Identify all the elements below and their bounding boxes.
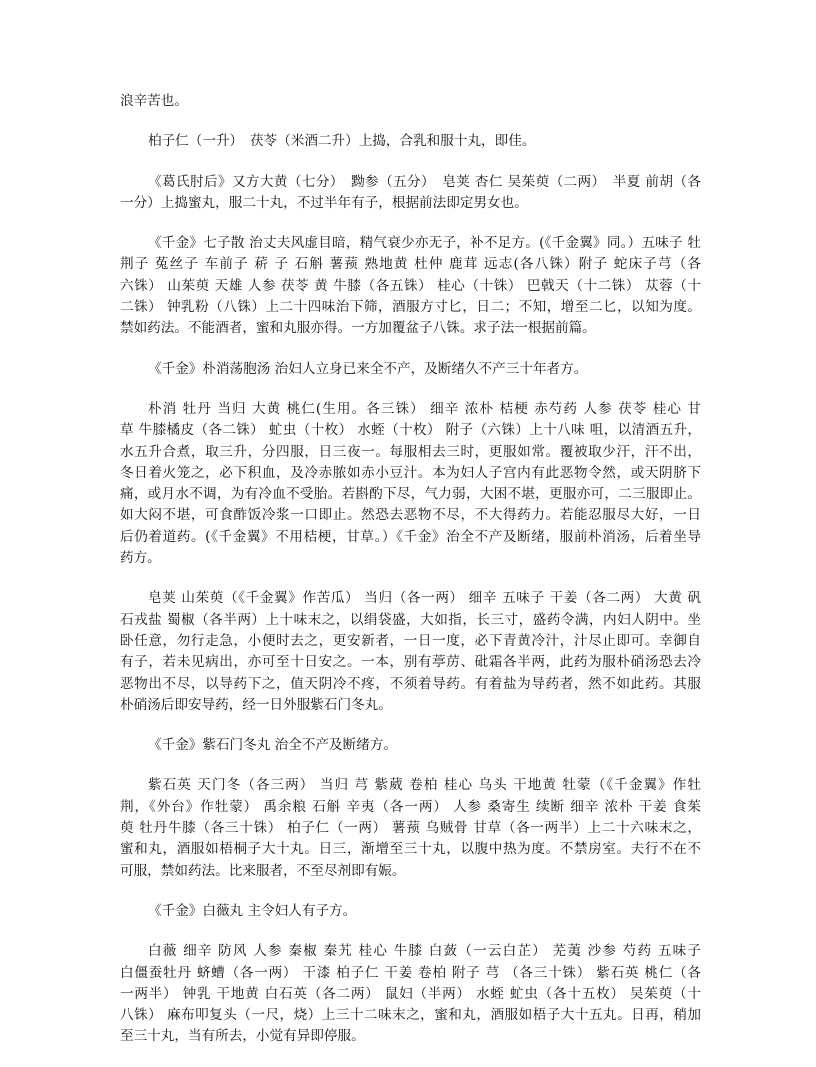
text-line: 《葛氏肘后》又方大黄（七分） 黝参（五分） 皂荚 杏仁 吴茱萸（二两） 半夏 前胡（各 bbox=[148, 173, 701, 190]
text-line: 有子，若未见病出，亦可至十日安之。一本，别有葶苈、砒霜各半两，此药为服朴硝汤恐去冷 bbox=[120, 654, 701, 671]
text-line: 朴硝汤后即安导药，经一日外服紫石门冬丸。 bbox=[120, 696, 392, 713]
paragraph bbox=[120, 775, 701, 881]
text-line: 一两半） 钟乳 干地黄 白石英（各二两） 鼠妇（半两） 水蛭 虻虫（各十五枚） 吴茱萸（十 bbox=[120, 985, 701, 1002]
text-line: 冬日着火笼之，必下积血，及冷赤脓如赤小豆汁。本为妇人子宫内有此恶物令然，或天阴脐下 bbox=[120, 464, 701, 481]
paragraph bbox=[120, 131, 701, 152]
text-line: 至三十丸，当有所去，小觉有异即停服。 bbox=[120, 1028, 365, 1045]
paragraph bbox=[120, 91, 701, 112]
text-line: 白薇 细辛 防风 人参 秦椒 秦艽 桂心 牛膝 白蔹（一云白芷） 芜荑 沙参 芍药 五味子 bbox=[148, 943, 701, 960]
text-line: 荆子 菟丝子 车前子 菥 子 石斛 薯蓣 熟地黄 杜仲 鹿茸 远志(各八铢）附子 蛇床子芎（各 bbox=[120, 256, 701, 273]
text-line: 白僵蚕牡丹 蛴螬（各一两） 干漆 柏子仁 干姜 卷柏 附子 芎 （各三十铢） 紫石英 桃仁（各 bbox=[120, 964, 701, 981]
text-line: 可服，禁如药法。比来服者，不至尽剂即有娠。 bbox=[120, 862, 406, 879]
paragraph bbox=[120, 233, 701, 339]
paragraph bbox=[120, 588, 701, 716]
paragraph bbox=[120, 399, 701, 569]
text-line: 皂荚 山茱萸（《千金翼》作苦瓜） 当归（各一两） 细辛 五味子 干姜（各二两） 大黄 矾 bbox=[148, 590, 701, 607]
text-line: 恶物出不尽，以导药下之，值天阴冷不疼，不须着导药。有着盐为导药者，然不如此药。其服 bbox=[120, 675, 701, 692]
text-line: 《千金》白薇丸 主令妇人有子方。 bbox=[148, 902, 357, 919]
text-line: 一分）上捣蜜丸，服二十丸，不过半年有子，根据前法即定男女也。 bbox=[120, 194, 528, 211]
text-line: 蜜和丸，酒服如梧桐子大十丸。日三，渐增至三十丸，以腹中热为度。不禁房室。夫行不在不 bbox=[120, 841, 701, 858]
text-line: 紫石英 天门冬（各三两） 当归 芎 紫葳 卷柏 桂心 乌头 干地黄 牡蒙（《千金翼》作牡 bbox=[148, 777, 701, 794]
text-line: 如大闷不堪，可食酢饭冷浆一口即止。然恐去恶物不尽，不大得药力。若能忍服尽大好，一日 bbox=[120, 507, 701, 524]
text-line: 《千金》紫石门冬丸 治全不产及断绪方。 bbox=[148, 737, 398, 754]
text-line: 卧任意，勿行走急，小便时去之，更安新者，一日一度，必下青黄冷汁，汁尽止即可。幸御自 bbox=[120, 632, 701, 649]
document-page bbox=[120, 91, 701, 1067]
text-line: 萸 牡丹牛膝（各三十铢） 柏子仁（一两） 薯蓣 乌贼骨 甘草（各一两半）上二十六味末之， bbox=[120, 820, 701, 837]
text-line: 痛，或月水不调，为有冷血不受胎。若斟酌下尽，气力弱，大困不堪，更服亦可，二三服即止。 bbox=[120, 486, 701, 503]
text-line: 药方。 bbox=[120, 550, 161, 567]
text-line: 浪辛苦也。 bbox=[120, 93, 188, 109]
text-line: 草 牛膝橘皮（各二铢） 虻虫（十枚） 水蛭（十枚） 附子（六铢）上十八味 咀，以清酒五升， bbox=[120, 422, 701, 439]
text-line: 朴消 牡丹 当归 大黄 桃仁(生用。各三铢） 细辛 浓朴 桔梗 赤芍药 人参 茯苓 桂心 甘 bbox=[148, 400, 701, 417]
text-line: 八铢） 麻布叩复头（一尺，烧）上三十二味末之，蜜和丸，酒服如梧子大十五丸。日再，稍加 bbox=[120, 1007, 701, 1024]
text-line: 六铢） 山茱萸 天雄 人参 茯苓 黄 牛膝（各五铢） 桂心（十铢） 巴戟天（十二铢） 苁蓉（十 bbox=[120, 277, 701, 294]
text-line: 石戎盐 蜀椒（各半两）上十味末之，以绢袋盛，大如指，长三寸，盛药令满，内妇人阴中。坐 bbox=[120, 611, 701, 628]
paragraph bbox=[120, 172, 701, 215]
paragraph bbox=[120, 735, 701, 756]
text-line: 荆，《外台》作牡蒙） 禹余粮 石斛 辛夷（各一两） 人参 桑寄生 续断 细辛 浓朴 干姜 食茱 bbox=[120, 798, 701, 815]
text-line: 《千金》七子散 治丈夫风虚目暗，精气衰少亦无子，补不足方。(《千金翼》同。）五味子 牡 bbox=[148, 235, 701, 252]
paragraph bbox=[120, 359, 701, 380]
text-line: 《千金》朴消荡胞汤 治妇人立身已来全不产，及断绪久不产三十年者方。 bbox=[148, 360, 588, 377]
text-line: 水五升合煮，取三升，分四服，日三夜一。每服相去三时，更服如常。覆被取少汗，汗不出， bbox=[120, 443, 701, 460]
text-line: 后仍着道药。(《千金翼》不用桔梗，甘草。）《千金》治全不产及断绪，服前朴消汤，后着坐导 bbox=[120, 528, 701, 545]
text-line: 禁如药法。不能酒者，蜜和丸服亦得。一方加覆盆子八铢。求子法一根据前篇。 bbox=[120, 320, 596, 337]
text-line: 二铢） 钟乳粉（八铢）上二十四味治下筛，酒服方寸匕，日二；不知，增至二匕，以知为度。 bbox=[120, 299, 701, 316]
paragraph bbox=[120, 941, 701, 1047]
text-line: 柏子仁（一升） 茯苓（米酒二升）上捣，合乳和服十丸，即佳。 bbox=[148, 133, 536, 150]
paragraph bbox=[120, 901, 701, 922]
